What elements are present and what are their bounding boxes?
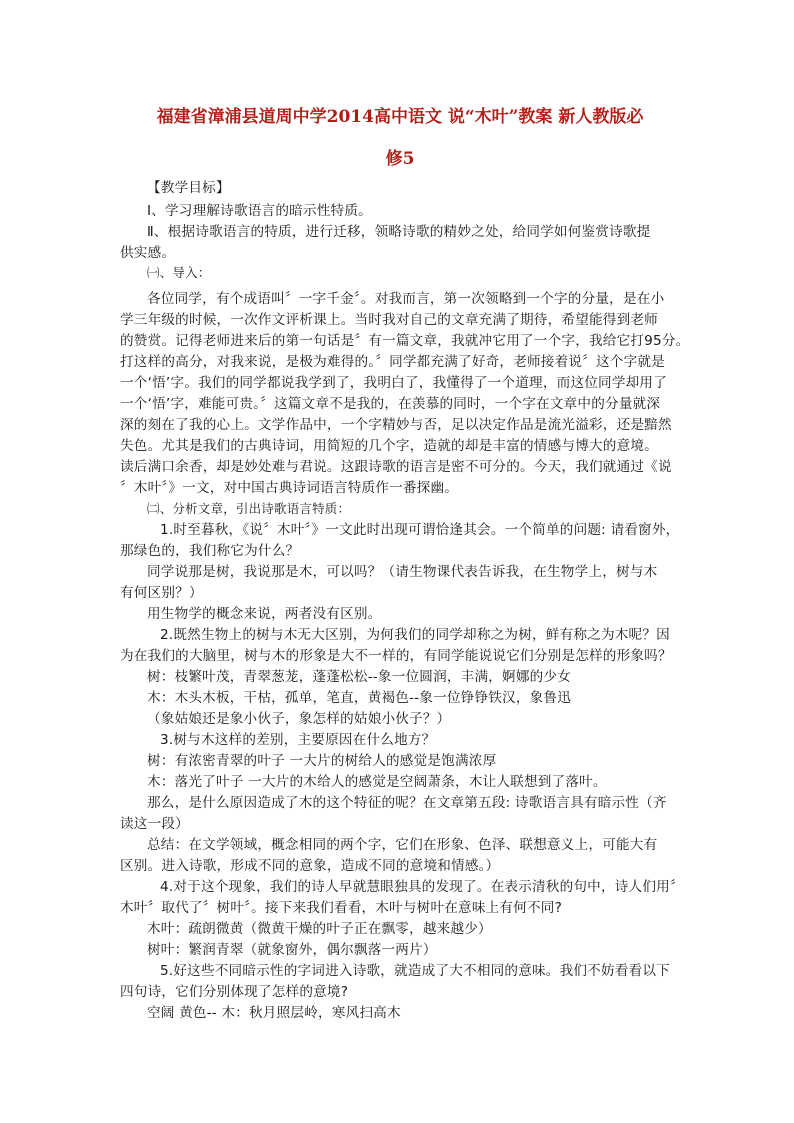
paragraph-line: 1.时至暮秋，《说〞木叶〞》一文此时出现可谓恰逢其会。一个简单的问题: 请看窗外，	[160, 522, 680, 538]
paragraph-line: 失色。尤其是我们的古典诗词，用简短的几个字，造就的却是丰富的情感与博大的意境。	[120, 438, 658, 454]
paragraph-line: 区别。进入诗歌，形成不同的意象，造成不同的意境和情感。）	[120, 858, 500, 874]
paragraph-line: 木叶：疏朗微黄（微黄干燥的叶子正在飘零，越来越少）	[147, 921, 492, 937]
document-title-line-1: 福建省漳浦县道周中学2014高中语文 说“木叶”教案 新人教版必	[156, 107, 644, 127]
paragraph-line: 那绿色的，我们称它为什么？	[120, 543, 300, 559]
paragraph-line: 〞木叶〞》一文，对中国古典诗词语言特质作一番探幽。	[120, 480, 459, 496]
paragraph-line: 一个‘悟’字。我们的同学都说我学到了，我明白了，我懂得了一个道理，而这位同学却用了	[120, 375, 667, 391]
section-heading-analysis: ㈡、分析文章，引出诗歌语言特质：	[147, 501, 351, 516]
paragraph-line: 2.既然生物上的树与木无大区别，为何我们的同学却称之为树，鲜有称之为木呢？因	[160, 627, 670, 643]
paragraph-line: 木：木头木板，干枯，孤单，笔直，黄褐色--象一位铮铮铁汉，象鲁迅	[147, 690, 572, 706]
paragraph-line: 各位同学，有个成语叫〞一字千金〞。对我而言，第一次领略到一个字的分量，是在小	[147, 291, 665, 307]
paragraph-line: 读后满口余香，却是妙处难与君说。这跟诗歌的语言是密不可分的。今天，我们就通过《说	[120, 459, 672, 475]
paragraph-line: 木：落光了叶子 一大片的木给人的感觉是空阔萧条，木让人联想到了落叶。	[147, 774, 607, 790]
paragraph-line: 四句诗，它们分别体现了怎样的意境?	[120, 984, 349, 1000]
paragraph-line: 那么，是什么原因造成了木的这个特征的呢？在文章第五段: 诗歌语言具有暗示性（齐	[147, 795, 667, 811]
document-title-line-2: 修5	[385, 149, 415, 169]
paragraph-line: 5.好这些不同暗示性的字词进入诗歌，就造成了大不相同的意味。我们不妨看看以下	[160, 963, 670, 979]
paragraph-line: Ⅱ、根据诗歌语言的特质，进行迁移，领略诗歌的精妙之处，给同学如何鉴赏诗歌提	[147, 224, 651, 240]
paragraph-line: 的赞赏。记得老师进来后的第一句话是〞有一篇文章，我就冲它用了一个字，我给它打95分。	[120, 333, 690, 349]
paragraph-line: 打这样的高分，对我来说，是极为难得的。〞同学都充满了好奇，老师接着说〞这个字就是	[120, 354, 665, 370]
paragraph-line: Ⅰ、学习理解诗歌语言的暗示性特质。	[147, 203, 372, 219]
section-heading-intro: ㈠、导入：	[147, 265, 211, 280]
paragraph-line: 同学说那是树，我说那是木，可以吗？（请生物课代表告诉我，在生物学上，树与木	[147, 564, 658, 580]
paragraph-line: （象姑娘还是象小伙子，象怎样的姑娘小伙子？）	[147, 711, 451, 727]
paragraph-line: 木叶〞取代了〞树叶〞。接下来我们看看，木叶与树叶在意味上有何不同?	[120, 900, 563, 916]
paragraph-line: 为在我们的大脑里，树与木的形象是大不一样的，有同学能说说它们分别是怎样的形象吗？	[120, 648, 672, 664]
paragraph-line: 空阔 黄色-- 木：秋月照层岭，寒风扫高木	[147, 1005, 401, 1021]
paragraph-line: 读这一段）	[120, 816, 189, 832]
paragraph-line: 用生物学的概念来说，两者没有区别。	[147, 606, 382, 622]
paragraph-line: 树叶：繁润青翠（就象窗外，偶尔飘落一两片）	[147, 942, 437, 958]
paragraph-line: 树：枝繁叶茂，青翠葱茏，蓬蓬松松--象一位圆润，丰满，婀娜的少女	[147, 669, 572, 685]
paragraph-line: 总结：在文学领域，概念相同的两个字，它们在形象、色泽、联想意义上，可能大有	[147, 837, 658, 853]
paragraph-line: 树：有浓密青翠的叶子 一大片的树给人的感觉是饱满浓厚	[147, 753, 497, 769]
paragraph-line: 学三年级的时候，一次作文评析课上。当时我对自己的文章充满了期待，希望能得到老师	[120, 312, 658, 328]
paragraph-line: 供实感。	[120, 245, 176, 261]
paragraph-line: 4.对于这个现象，我们的诗人早就慧眼独具的发现了。在表示清秋的句中，诗人们用〞	[160, 879, 684, 895]
paragraph-line: 有何区别？）	[120, 585, 203, 601]
section-heading-teaching-goals: 【教学目标】	[147, 180, 230, 196]
paragraph-line: 一个‘悟’字，难能可贵。〞这篇文章不是我的，在羡慕的同时，一个字在文章中的分量就深	[120, 396, 661, 412]
paragraph-line: 3.树与木这样的差别，主要原因在什么地方？	[160, 732, 436, 748]
paragraph-line: 深的刻在了我的心上。文学作品中，一个字精妙与否，足以决定作品是流光溢彩，还是黯然	[120, 417, 672, 433]
